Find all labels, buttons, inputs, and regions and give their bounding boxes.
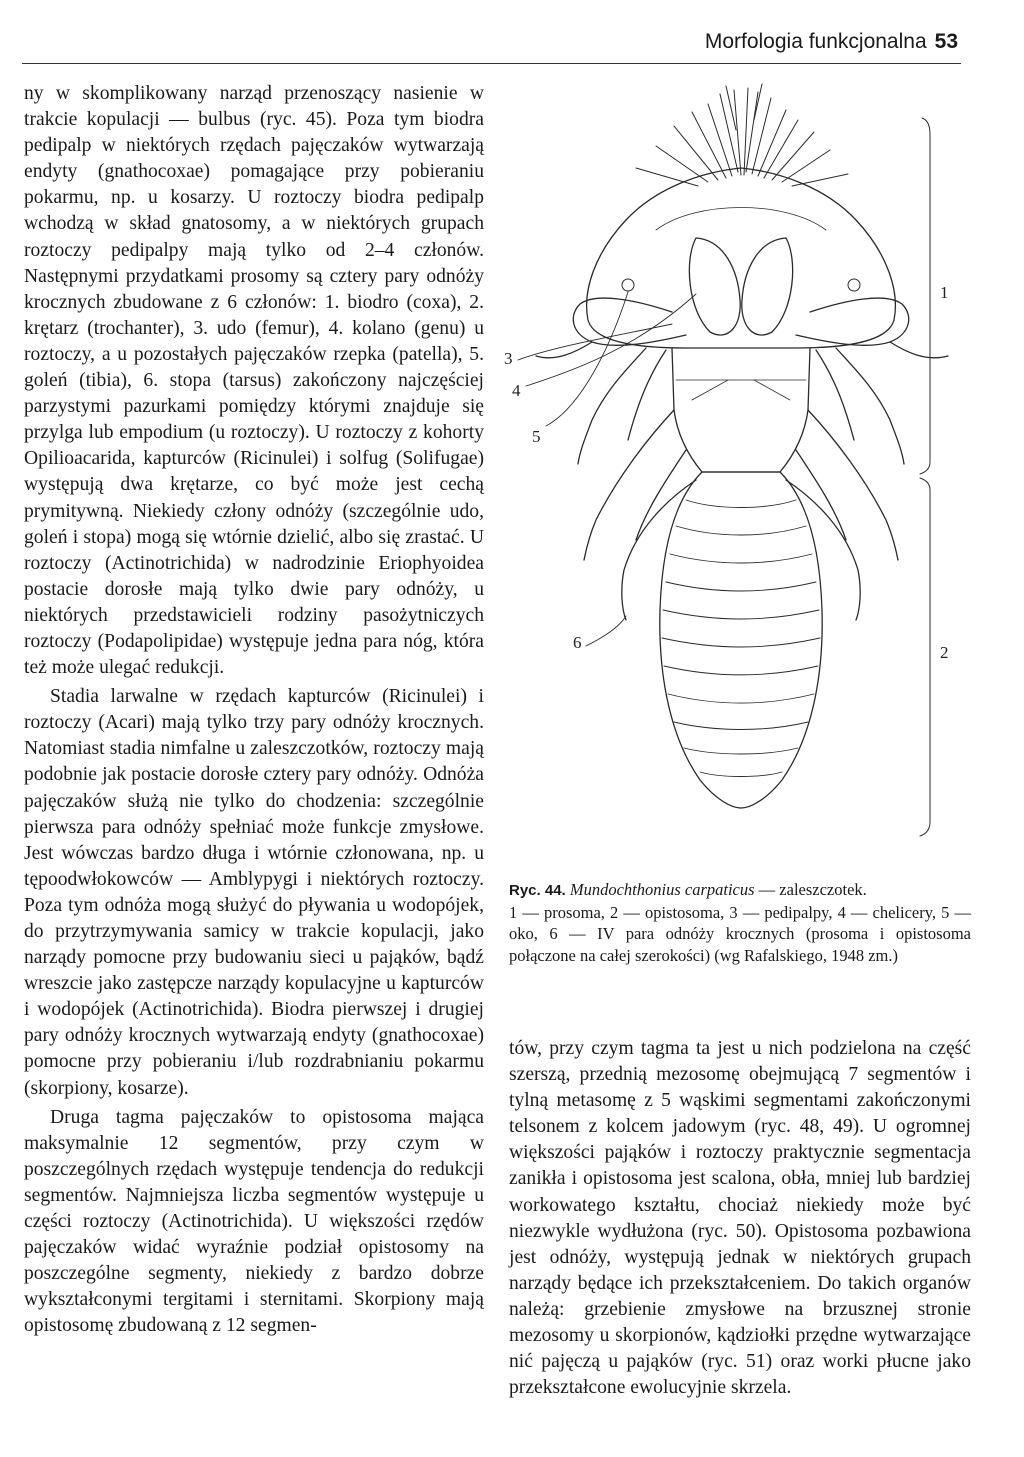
leg-1-left [578, 348, 646, 464]
leg-2-left [584, 410, 674, 560]
leg-1-right [836, 348, 904, 464]
paragraph: Stadia larwalne w rzędach kapturców (Ricinulei) i roztoczy (Acari) mają tylko trzy pary odnóży krocznych. Natomiast stadia nimfalne u zaleszczotków, roztoczy mają podobnie jak postacie dorosłe cztery pary odnóży. Odnóża pajęczaków służą nie tylko do chodzenia: szczególnie pierwsza para odnóży spełniać może funkcje zmysłowe. Jest wówczas bardzo długa i wtórnie członowana, np. u tępoodwłokowców — Amblypygi i niektórych roztoczy. Poza tym odnóża mogą służyć do pływania u wodopójek, do przytrzymywania samicy w trakcie kopulacji, jako narządy pomocne przy budowaniu sieci u pająków, bądź wreszcie jako zastępcze narządy kopulacyjne u kapturców i wodopójek (Actinotrichida). Biodra pierwszej i drugiej pary odnóży krocznych wytwarzają endyty (gnathocoxae) pomocne przy pobieraniu i/lub rozdrabnianiu pokarmu (skorpiony, kosarze). [24, 686, 484, 1099]
figure-label: Ryc. 44. [509, 882, 566, 899]
running-header [0, 30, 958, 54]
paragraph: tów, przy czym tagma ta jest u nich podzielona na część szerszą, przednią mezosomę obejmującą 7 segmentów i tylną metasomę z 5 wąskimi segmentami zakończonymi telsonem z kolcem jadowym (ryc. 48, 49). U ogromnej większości pająków i roztoczy praktycznie segmentacja zanikła i opistosoma jest scalona, obła, mniej lub bardziej workowatego kształtu, chociaż niekiedy może być niezwykle wydłużona (ryc. 50). Opistosoma pozbawiona jest odnóży, występują jednak w niektórych grupach narządy będące ich przekształceniem. Do takich organów należą: grzebienie zmysłowe na brzusznej stronie mezosomy u skorpionów, kądziołki przędne wytwarzające nić pajęczą u pająków (ryc. 51) oraz worki płucne jako przekształcone ewolucyjnie skrzela. [509, 1038, 971, 1399]
eye [622, 279, 634, 291]
pseudoscorpion-illustration [496, 80, 986, 870]
callout-4: 4 [512, 381, 521, 400]
pedipalp-right [796, 298, 909, 345]
caption-body: 1 — prosoma, 2 — opistosoma, 3 — pedipalpy, 4 — chelicery, 5 — oko, 6 — IV para odnóży krocznych (prosoma i opistosoma połączone na całej szerokości) (wg Rafalskiego, 1948 zm.) [509, 902, 971, 965]
paragraph: ny w skomplikowany narząd przenoszący nasienie w trakcie kopulacji — bulbus (ryc. 45). Poza tym biodra pedipalp w niektórych rzędach pajęczaków wytwarzają endyty (gnathocoxae) pomagające przy pobieraniu pokarmu, np. u kosarzy. U roztoczy biodra pedipalp wchodzą w skład gnatosomy, a w niektórych grupach roztoczy pedipalpy mają tylko od 2–4 członów. Następnymi przydatkami prosomy są cztery pary odnóży krocznych zbudowane z 6 członów: 1. biodro (coxa), 2. krętarz (trochanter), 3. udo (femur), 4. kolano (genu) u roztoczy, a u pozostałych pajęczaków rzepka (patella), 5. goleń (tibia), 6. stopa (tarsus) zakończony najczęściej parzystymi pazurkami pomiędzy którymi znajduje się przylga lub empodium (u roztoczy). U roztoczy z kohorty Opilioacarida, kapturców (Ricinulei) i solfug (Solifugae) występują dwa krętarze, co być może jest cechą prymitywną. Niekiedy człony odnóży (szczególnie udo, goleń i stopa) mogą się wtórnie dzielić, albo się zrastać. U roztoczy (Actinotrichida) w nadrodzinie Eriophyoidea postacie dorosłe mają tylko dwie pary odnóży, u niektórych przedstawicieli rodziny pasożytniczych roztoczy (Podapolipidae) występuje jedna para nóg, która też może ulegać redukcji. [24, 83, 484, 679]
chelicera-left [689, 238, 740, 335]
cephalothorax-rear [672, 348, 810, 472]
figure-caption [509, 879, 971, 966]
pedipalp-left [573, 298, 686, 345]
bristles [636, 84, 848, 186]
bracket-opisthosoma [920, 478, 930, 836]
species-name: Mundochthonius carpaticus [569, 880, 755, 899]
callout-3: 3 [504, 349, 513, 368]
header-rule [22, 63, 961, 64]
callout-1: 1 [940, 283, 949, 302]
right-text-column [509, 1036, 971, 1401]
callout-2: 2 [940, 643, 949, 662]
opisthosoma-segments [662, 500, 820, 777]
figure-pseudoscorpion-drawing [496, 80, 986, 870]
callout-5: 5 [532, 427, 541, 446]
leg-2-right [808, 410, 898, 560]
callout-6: 6 [573, 633, 582, 652]
leg-4-left [622, 480, 696, 620]
carapace-outline [587, 168, 896, 348]
paragraph: Druga tagma pajęczaków to opistosoma mająca maksymalnie 12 segmentów, przy czym w poszczególnych rzędach występuje tendencja do redukcji segmentów. Najmniejsza liczba segmentów występuje u części roztoczy (Actinotrichida). U większości rzędów pajęczaków widać wyraźnie podział opistosomy na poszczególne segmenty, niekiedy z bardzo dobrze wykształconymi tergitami i sternitami. Skorpiony mają opistosomę zbudowaną z 12 segmen- [24, 1106, 484, 1337]
leg-4-right [786, 480, 860, 620]
page-number: 53 [934, 30, 958, 53]
left-text-column [24, 81, 484, 1340]
running-title: Morfologia funkcjonalna [704, 30, 927, 53]
bracket-prosoma [920, 118, 930, 474]
opisthosoma-outline [660, 472, 822, 808]
chelicera-right [742, 238, 793, 335]
caption-title-rest: — zaleszczotek. [754, 880, 867, 899]
